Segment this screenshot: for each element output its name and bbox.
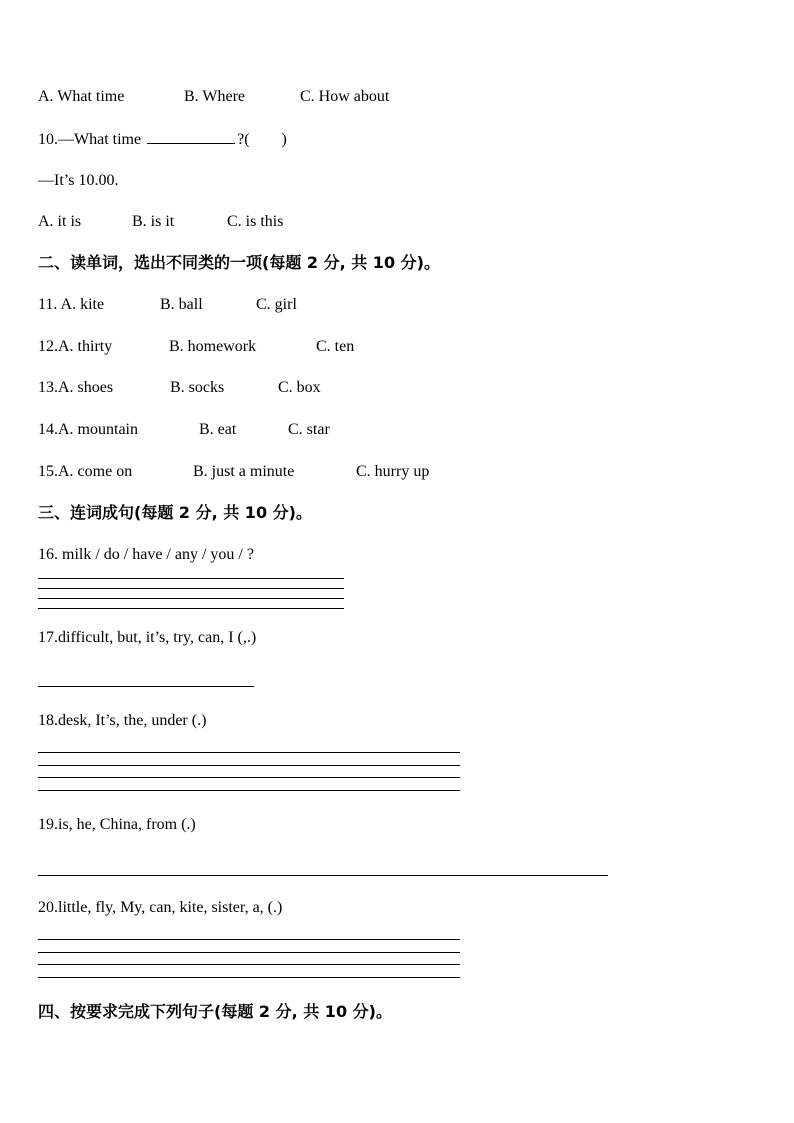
- q11-options: [38, 295, 297, 315]
- q14-option-c: C. star: [288, 421, 330, 438]
- q13-option-a: 13.A. shoes: [38, 379, 114, 396]
- q9-option-c: C. How about: [300, 88, 390, 105]
- q11-option-a: 11. A. kite: [38, 296, 105, 313]
- q13-option-b: B. socks: [170, 379, 225, 396]
- q15-options: [38, 462, 429, 482]
- q13-option-c: C. box: [278, 379, 321, 396]
- q18-answer-line[interactable]: [38, 765, 460, 766]
- q20-prompt: 20.little, fly, My, can, kite, sister, a, (.): [38, 899, 283, 916]
- q16-prompt: 16. milk / do / have / any / you / ?: [38, 546, 254, 563]
- q16-answer-line[interactable]: [38, 608, 344, 609]
- q19-prompt: 19.is, he, China, from (.): [38, 816, 196, 833]
- q10-suffix: ?( ): [237, 131, 287, 148]
- q17-answer-line[interactable]: [38, 686, 254, 687]
- q15-option-c: C. hurry up: [356, 463, 430, 480]
- q10-prefix: 10.—What time: [38, 131, 142, 148]
- q20-answer-line[interactable]: [38, 939, 460, 940]
- q10-option-a: A. it is: [38, 213, 82, 230]
- q16-answer-line[interactable]: [38, 588, 344, 589]
- q18-answer-line[interactable]: [38, 777, 460, 778]
- section-2-title: 二、读单词，选出不同类的一项(每题 2 分, 共 10 分)。: [38, 253, 440, 272]
- q9-option-b: B. Where: [184, 88, 246, 105]
- q14-option-a: 14.A. mountain: [38, 421, 138, 438]
- q12-options: [38, 337, 354, 357]
- q14-option-b: B. eat: [199, 421, 237, 438]
- q11-option-b: B. ball: [160, 296, 203, 313]
- q10-option-c: C. is this: [227, 213, 284, 230]
- q12-option-a: 12.A. thirty: [38, 338, 113, 355]
- q10-options: [38, 212, 283, 232]
- q16-answer-line[interactable]: [38, 578, 344, 579]
- q15-option-a: 15.A. come on: [38, 463, 133, 480]
- q12-option-b: B. homework: [169, 338, 257, 355]
- q18-answer-line[interactable]: [38, 752, 460, 753]
- q9-options: [38, 87, 389, 107]
- q15-option-b: B. just a minute: [193, 463, 295, 480]
- q16-answer-line[interactable]: [38, 598, 344, 599]
- section-4-title: 四、按要求完成下列句子(每题 2 分, 共 10 分)。: [38, 1002, 392, 1021]
- q20-answer-line[interactable]: [38, 952, 460, 953]
- q18-answer-line[interactable]: [38, 790, 460, 791]
- q9-option-a: A. What time: [38, 88, 125, 105]
- q13-options: [38, 378, 321, 398]
- q10-answer: —It’s 10.00.: [38, 172, 119, 189]
- q20-answer-line[interactable]: [38, 964, 460, 965]
- q10-question: [38, 129, 287, 150]
- section-3-title: 三、连词成句(每题 2 分, 共 10 分)。: [38, 503, 312, 522]
- q11-option-c: C. girl: [256, 296, 297, 313]
- q14-options: [38, 420, 330, 440]
- q18-prompt: 18.desk, It’s, the, under (.): [38, 712, 207, 729]
- q17-prompt: 17.difficult, but, it’s, try, can, I (,.): [38, 629, 257, 646]
- q12-option-c: C. ten: [316, 338, 355, 355]
- q20-answer-line[interactable]: [38, 977, 460, 978]
- q10-blank: [147, 129, 235, 144]
- q10-option-b: B. is it: [132, 213, 175, 230]
- q19-answer-line[interactable]: [38, 875, 608, 876]
